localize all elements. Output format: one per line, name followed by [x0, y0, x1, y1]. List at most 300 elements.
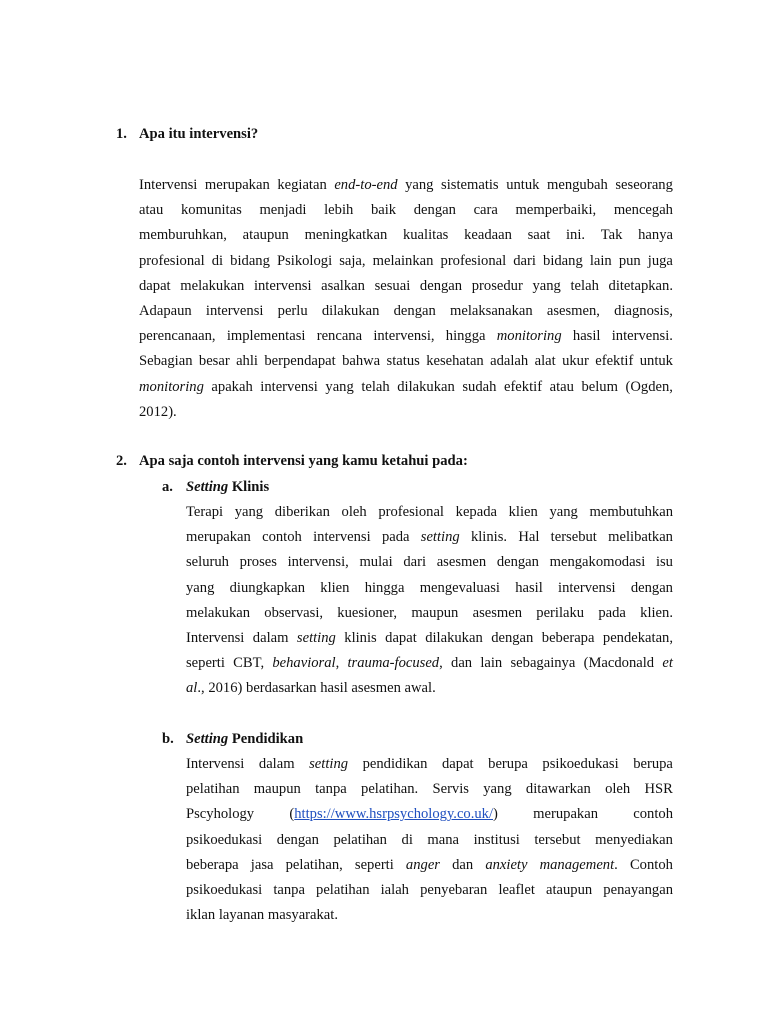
word	[378, 500, 444, 525]
word	[536, 601, 584, 626]
text-fragment: ditetapkan.	[608, 277, 673, 294]
q2a-paragraph	[186, 500, 673, 702]
q2a-title-italic: Setting	[186, 479, 229, 495]
word	[288, 550, 349, 575]
word	[139, 249, 205, 274]
text-fragment: Terapi	[186, 504, 224, 520]
word	[186, 500, 223, 525]
word	[608, 525, 673, 550]
word	[446, 324, 486, 349]
word	[473, 601, 522, 626]
word	[186, 907, 215, 923]
word	[535, 349, 556, 374]
word	[638, 223, 673, 248]
word	[562, 349, 589, 374]
text-fragment: profesional	[440, 252, 507, 269]
text-fragment: saat	[527, 227, 551, 244]
text-fragment: melakukan	[186, 604, 251, 621]
word	[614, 299, 673, 324]
word	[227, 324, 306, 349]
text-fragment: baik	[370, 202, 397, 219]
text-fragment: iklan	[186, 907, 216, 924]
text-fragment: dalam	[252, 629, 289, 646]
word	[421, 525, 460, 550]
word	[662, 651, 673, 676]
text-fragment: ditawarkan	[525, 781, 591, 798]
text-fragment: hingga	[445, 328, 486, 345]
text-fragment: psikoedukasi	[186, 881, 263, 898]
q1-title: Apa itu intervensi?	[139, 126, 259, 142]
hsr-psychology-link[interactable]: https://www.hsrpsychology.co.uk/	[294, 806, 494, 823]
word	[243, 223, 289, 248]
text-fragment: Hal	[518, 529, 540, 546]
text-fragment: kegiatan	[277, 177, 327, 193]
text-fragment: diberikan	[274, 504, 330, 520]
word	[420, 878, 487, 903]
word	[375, 274, 411, 299]
italic-term: trauma-focused	[347, 655, 440, 672]
italic-term: anger	[405, 856, 440, 873]
word	[543, 249, 583, 274]
text-fragment: maupun	[411, 604, 459, 621]
word	[615, 173, 673, 198]
text-fragment: psikoedukasi	[186, 831, 263, 848]
q2-title: Apa saja contoh intervensi yang kamu ketahui pada:	[139, 453, 468, 469]
text-fragment: untuk	[639, 353, 673, 370]
text-fragment: di	[211, 252, 224, 269]
text-line	[139, 274, 673, 299]
text-fragment: seluruh	[186, 554, 229, 571]
text-fragment: dapat	[385, 629, 417, 646]
word	[309, 752, 348, 777]
word	[549, 500, 577, 525]
word	[420, 576, 500, 601]
text-line	[186, 651, 673, 676]
text-fragment: pendidikan	[362, 756, 428, 772]
text-fragment: apakah	[211, 378, 253, 395]
text-fragment: seperti	[186, 655, 225, 672]
text-fragment: dilakukan	[321, 302, 380, 319]
word	[456, 500, 497, 525]
text-fragment: yang	[549, 504, 578, 520]
text-line	[186, 500, 673, 525]
word	[619, 249, 641, 274]
word	[480, 651, 502, 676]
text-line	[139, 299, 673, 324]
text-fragment: contoh	[633, 806, 673, 823]
word	[233, 651, 264, 676]
text-line	[186, 550, 673, 575]
text-line	[139, 173, 673, 198]
word	[262, 525, 302, 550]
word	[381, 878, 409, 903]
text-fragment: kesehatan	[426, 353, 484, 370]
word	[235, 500, 263, 525]
word	[277, 173, 326, 198]
word	[542, 626, 595, 651]
text-fragment: bahwa	[342, 353, 381, 370]
text-fragment: lain	[589, 252, 612, 269]
word	[230, 249, 270, 274]
text-fragment: Intervensi	[139, 177, 198, 193]
text-fragment: asesmen	[472, 604, 523, 621]
word	[186, 550, 229, 575]
word	[437, 550, 486, 575]
word	[186, 576, 214, 601]
word	[268, 907, 338, 923]
text-fragment: Intervensi	[186, 629, 245, 646]
word	[297, 626, 336, 651]
text-fragment: yang	[186, 579, 215, 596]
text-fragment: dengan	[276, 831, 319, 848]
italic-term: end-to-end	[334, 177, 398, 193]
word	[601, 223, 623, 248]
text-fragment: (Macdonald	[583, 655, 655, 672]
text-fragment: kuesioner,	[337, 604, 398, 621]
text-fragment: beberapa	[541, 629, 595, 646]
word	[181, 198, 242, 223]
text-fragment: ,	[335, 655, 340, 672]
text-fragment: tanpa	[315, 781, 347, 798]
text-fragment: efektif	[595, 353, 634, 370]
text-fragment: (Ogden,	[625, 378, 673, 395]
text-fragment: yang	[483, 781, 512, 798]
word	[240, 550, 277, 575]
word	[633, 802, 673, 827]
text-fragment: melaksanakan	[449, 302, 533, 319]
text-fragment: di	[401, 831, 413, 848]
text-fragment: intervensi	[205, 302, 264, 319]
word	[474, 198, 498, 223]
text-fragment: berupa	[633, 756, 673, 772]
word	[452, 853, 473, 878]
text-fragment: dapat	[442, 756, 474, 772]
text-fragment: 2016)	[208, 680, 243, 697]
text-fragment: melibatkan	[608, 529, 673, 546]
word	[516, 198, 597, 223]
word	[513, 249, 536, 274]
word	[186, 752, 244, 777]
word	[462, 375, 496, 400]
word	[211, 375, 252, 400]
text-fragment: membutuhkan	[589, 504, 673, 520]
word	[286, 853, 343, 878]
text-line	[139, 223, 673, 248]
text-fragment: HSR	[644, 781, 673, 798]
q2a-title-rest: Klinis	[228, 479, 270, 495]
text-line	[186, 777, 673, 802]
text-fragment: intervensi.	[611, 328, 673, 345]
italic-term: monitoring	[139, 378, 204, 395]
q2b-letter: b.	[162, 731, 174, 747]
word	[403, 550, 426, 575]
word	[324, 198, 353, 223]
text-fragment: ,	[439, 655, 443, 672]
text-fragment: hasil	[515, 579, 543, 596]
text-fragment: telah	[361, 378, 390, 395]
text-fragment: observasi,	[264, 604, 324, 621]
text-fragment: dari	[513, 252, 536, 269]
word	[471, 525, 507, 550]
text-fragment: berdasarkan	[246, 680, 317, 697]
text-fragment: kepada	[455, 504, 497, 520]
word	[426, 349, 484, 374]
text-line	[186, 676, 673, 701]
text-fragment: perencanaan,	[139, 328, 216, 345]
text-fragment: asalkan	[321, 277, 365, 294]
word	[361, 777, 418, 802]
text-fragment: atau	[549, 378, 574, 395]
text-fragment: yang	[532, 277, 561, 294]
text-fragment: intervensi,	[287, 554, 349, 571]
text-fragment: tersebut	[534, 831, 581, 848]
text-fragment: telah	[570, 277, 599, 294]
word	[273, 878, 305, 903]
word	[337, 601, 397, 626]
word	[351, 680, 400, 696]
word	[342, 500, 367, 525]
text-fragment: keadaan	[464, 227, 512, 244]
word	[584, 651, 655, 676]
word	[526, 777, 591, 802]
word	[640, 601, 673, 626]
word	[612, 324, 673, 349]
text-fragment: pelatihan	[333, 831, 387, 848]
text-fragment: beberapa	[186, 856, 239, 873]
word	[325, 375, 353, 400]
word	[264, 601, 323, 626]
text-line	[139, 375, 673, 400]
italic-term: behavioral	[272, 655, 336, 672]
word	[590, 249, 612, 274]
word	[186, 525, 251, 550]
word	[571, 274, 599, 299]
word	[365, 576, 405, 601]
text-fragment: merupakan	[204, 177, 270, 193]
word	[260, 375, 318, 400]
word	[518, 525, 539, 550]
text-fragment: tersebut	[550, 529, 597, 546]
text-fragment: bidang	[543, 252, 583, 269]
word	[472, 274, 523, 299]
text-fragment: dilakukan	[397, 378, 455, 395]
text-line	[186, 853, 673, 878]
word	[498, 878, 534, 903]
word	[186, 601, 250, 626]
word	[371, 198, 396, 223]
text-fragment: dilakukan	[425, 629, 483, 646]
word	[254, 274, 312, 299]
word	[546, 878, 592, 903]
text-fragment: juga	[647, 252, 673, 269]
text-fragment: menyediakan	[595, 831, 673, 848]
word	[497, 324, 562, 349]
word	[504, 375, 542, 400]
text-line	[139, 400, 673, 425]
text-fragment: pun	[618, 252, 641, 269]
text-line	[139, 249, 673, 274]
italic-term: setting	[420, 529, 460, 546]
text-fragment: klien	[320, 579, 350, 596]
text-fragment: intervensi	[313, 529, 371, 546]
text-fragment: Servis	[432, 781, 469, 798]
word	[441, 249, 507, 274]
word	[199, 349, 230, 374]
word	[411, 601, 458, 626]
text-fragment: isu	[655, 554, 673, 571]
word	[427, 828, 459, 853]
text-fragment: kualitas	[402, 227, 449, 244]
text-fragment: berupa	[488, 756, 528, 772]
word	[402, 828, 413, 853]
text-fragment: status	[386, 353, 420, 370]
text-fragment: dengan	[413, 202, 456, 219]
word	[317, 324, 362, 349]
text-fragment: masyarakat.	[267, 907, 338, 924]
text-fragment: lebih	[324, 202, 354, 219]
text-fragment: ukur	[562, 353, 589, 370]
text-fragment: asesmen,	[546, 302, 600, 319]
text-line	[139, 198, 673, 223]
text-fragment: berpendapat	[264, 353, 336, 370]
word	[515, 576, 543, 601]
word	[253, 626, 289, 651]
text-fragment: perilaku	[536, 604, 585, 621]
word	[186, 777, 240, 802]
text-fragment: pada	[598, 604, 626, 621]
text-fragment: adalah	[490, 353, 529, 370]
word	[206, 299, 264, 324]
text-fragment: pendekatan,	[602, 629, 673, 646]
word	[464, 223, 512, 248]
word	[633, 752, 673, 777]
word	[205, 173, 270, 198]
word	[542, 752, 618, 777]
word	[605, 777, 630, 802]
text-fragment: cara	[473, 202, 498, 219]
word	[590, 500, 674, 525]
text-fragment: efektif	[503, 378, 543, 395]
text-fragment: dengan	[393, 302, 436, 319]
text-fragment: mana	[427, 831, 460, 848]
text-fragment: dengan	[419, 277, 463, 294]
word	[208, 680, 242, 696]
word	[251, 853, 274, 878]
text-fragment: asesmen	[436, 554, 487, 571]
q2b-paragraph	[186, 752, 673, 928]
q2a-letter: a.	[162, 479, 173, 495]
word	[305, 223, 388, 248]
word	[451, 651, 472, 676]
word	[441, 173, 499, 198]
word	[339, 249, 365, 274]
text-line	[186, 626, 673, 651]
text-fragment: Contoh	[629, 856, 673, 873]
text-fragment: yang	[234, 504, 264, 520]
text-fragment: atau	[139, 202, 164, 219]
text-fragment: ahli	[236, 353, 258, 370]
text-fragment: penayangan	[603, 881, 673, 898]
word	[344, 626, 376, 651]
word	[603, 878, 673, 903]
word	[139, 349, 193, 374]
text-fragment: memperbaiki,	[515, 202, 597, 219]
text-fragment: hasil	[320, 680, 348, 697]
text-fragment: prosedur	[471, 277, 523, 294]
word	[264, 349, 335, 374]
word	[315, 777, 347, 802]
word	[397, 375, 455, 400]
word	[313, 525, 371, 550]
text-fragment: saja,	[339, 252, 366, 269]
word	[595, 349, 633, 374]
word	[645, 777, 673, 802]
text-line	[186, 525, 673, 550]
text-fragment: pada	[381, 529, 410, 546]
text-fragment: pelatihan.	[361, 781, 419, 798]
word	[405, 173, 433, 198]
word	[320, 576, 349, 601]
text-fragment: belum	[581, 378, 618, 395]
text-fragment: meningkatkan	[304, 227, 388, 244]
text-fragment: implementasi	[226, 328, 306, 345]
text-fragment: seseorang	[615, 177, 673, 193]
word	[322, 299, 380, 324]
text-fragment: besar	[198, 353, 230, 370]
text-fragment: jasa	[250, 856, 274, 873]
word	[534, 828, 580, 853]
text-fragment: dan	[451, 655, 473, 672]
text-line	[186, 576, 673, 601]
text-fragment: dari	[403, 554, 427, 571]
word	[432, 777, 468, 802]
text-fragment: ialah	[380, 881, 409, 898]
text-fragment: mengakomodasi	[549, 554, 646, 571]
word	[485, 853, 527, 878]
word	[246, 680, 317, 696]
q1-paragraph	[139, 173, 673, 425]
italic-term: setting	[296, 629, 336, 646]
text-fragment: dalam	[258, 756, 295, 772]
word	[275, 500, 330, 525]
word	[186, 651, 225, 676]
word	[648, 249, 673, 274]
text-fragment: Psikologi	[276, 252, 333, 269]
word	[139, 375, 204, 400]
text-fragment: mengubah	[547, 177, 608, 193]
word	[573, 324, 601, 349]
italic-term: al	[186, 680, 198, 697]
text-fragment: contoh	[262, 529, 302, 546]
text-fragment: diagnosis,	[614, 302, 673, 319]
word	[236, 349, 258, 374]
word	[442, 752, 474, 777]
text-line	[186, 752, 673, 777]
text-line	[186, 601, 673, 626]
word	[334, 173, 397, 198]
text-fragment: seperti	[354, 856, 394, 873]
text-fragment: rencana	[316, 328, 363, 345]
text-fragment: Adapaun	[139, 302, 192, 319]
text-fragment: sebagainya	[510, 655, 576, 672]
text-fragment: maupun	[253, 781, 301, 798]
word	[540, 853, 618, 878]
text-fragment: intervensi,	[373, 328, 435, 345]
word	[528, 223, 551, 248]
text-fragment: bidang	[230, 252, 270, 269]
text-fragment: proses	[239, 554, 277, 571]
word	[361, 375, 389, 400]
